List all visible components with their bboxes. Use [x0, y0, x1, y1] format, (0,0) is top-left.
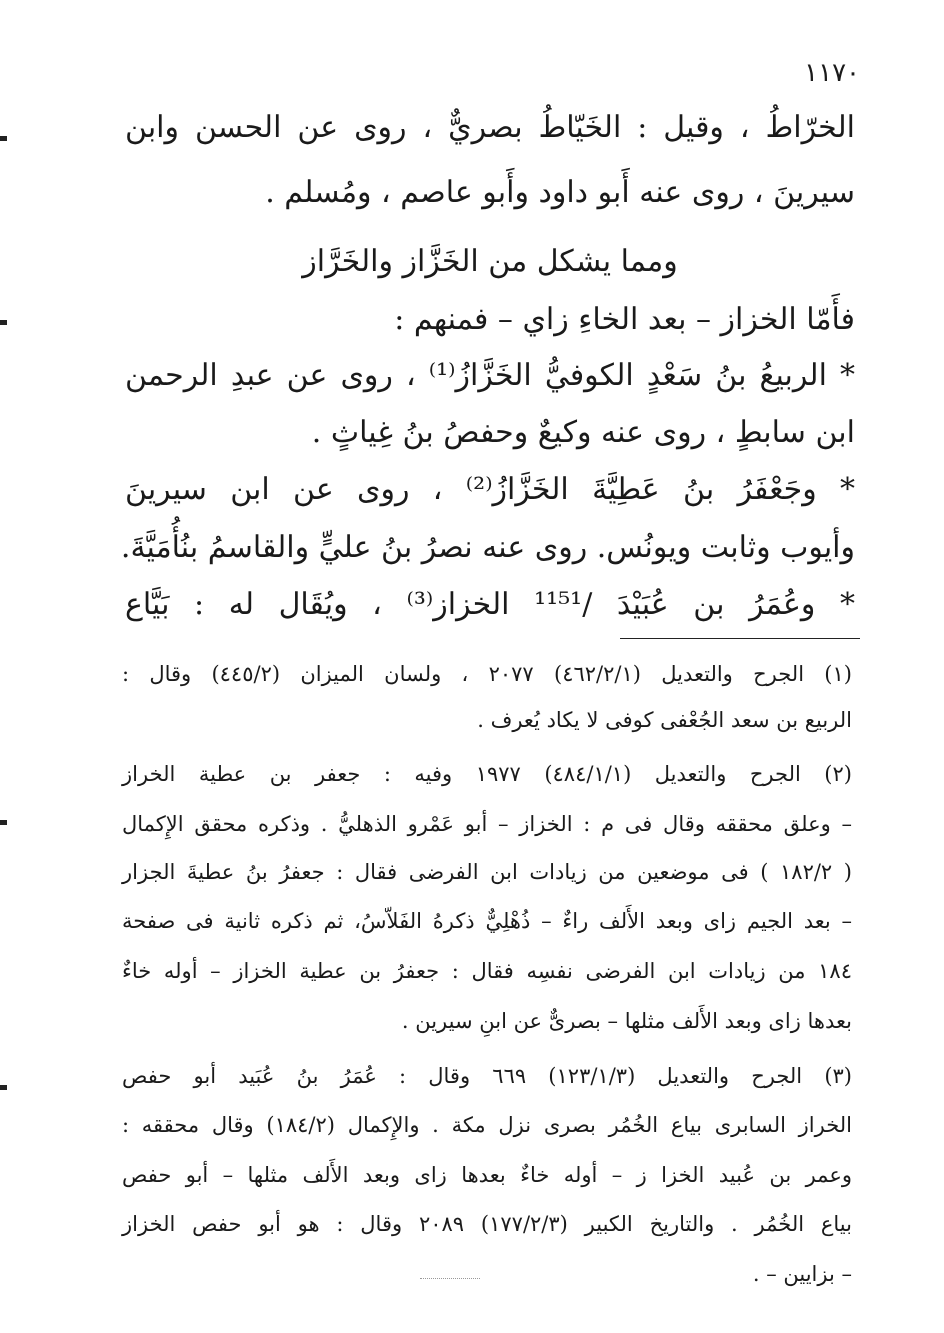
section-heading: ومما يشكل من الخَزَّاز والخَرَّاز: [302, 244, 678, 279]
body-line: ابن سابطٍ ، روى عنه وكيعٌ وحفصُ بنُ غِياثٍ .: [311, 415, 855, 450]
margin-mark: [0, 136, 7, 141]
footnote-line: (١) الجرح والتعديل (٤٦٢/٢/١) ٢٠٧٧ ، ولسان الميزان (٤٤٥/٢) وقال :: [122, 662, 852, 686]
body-line: * وعُمَرُ بن عُبَيْدَ /¹¹⁵¹ الخزاز⁽³⁾ ، ويُقَال له : بَيَّاع: [125, 587, 855, 622]
body-line: الخرّاطُ ، وقيل : الخَيّاطُ بصريٌّ ، روى عن الحسن وابن: [125, 110, 855, 145]
page-number: ١١٧٠: [804, 58, 860, 88]
footnote-line: (٣) الجرح والتعديل (١٢٣/١/٣) ٦٦٩ وقال : عُمَرُ بنُ عُبَيد أبو حفص: [122, 1064, 852, 1088]
body-line: * الربيعُ بنُ سَعْدٍ الكوفيُّ الخَزَّازُ⁽¹⁾ ، روى عن عبدِ الرحمن: [125, 358, 855, 393]
body-line: وأيوب وثابت ويونُس. روى عنه نصرُ بنُ عليٍّ والقاسمُ بنُأُمَيَّةَ.: [120, 530, 855, 565]
body-line: * وجَعْفَرُ بنُ عَطِيَّةَ الخَزَّازُ⁽²⁾ ، روى عن ابن سيرينَ: [125, 472, 856, 507]
footnote-line: ١٨٤ من زيادات ابن الفرضى نفسِه فقال : جعفرُ بن عطية الخزاز – أوله خاءٌ: [122, 959, 852, 983]
footnote-line: الربيع بن سعد الجُعْفى كوفى لا يكاد يُعرف .: [477, 708, 852, 732]
footnote-line: – بعد الجيم زاى وبعد الأَلف راءٌ – ذُهْلِيٌّ ذكرهُ الفَلاّسُ، ثم ذكره ثانية فى صفحة: [122, 909, 852, 933]
body-line: سيرينَ ، روى عنه أَبو داود وأَبو عاصم ، ومُسلم .: [265, 175, 855, 210]
footnote-line: – بزايين – .: [752, 1262, 852, 1286]
scan-artifact: [420, 1278, 480, 1279]
body-line: فأَمّا الخزاز – بعد الخاءِ زاي – فمنهم :: [394, 302, 855, 337]
margin-mark: [0, 820, 7, 825]
footnote-line: بياع الخُمُر . والتاريخ الكبير (١٧٧/٢/٣) ٢٠٨٩ وقال : هو أبو حفص الخزاز: [122, 1212, 852, 1236]
footnote-line: ( ١٨٢/٢ ) فى موضعين من زيادات ابن الفرضى فقال : جعفرُ بنُ عطيةَ الجزار: [122, 860, 852, 884]
footnote-rule: [620, 638, 860, 639]
footnote-line: (٢) الجرح والتعديل (٤٨٤/١/١) ١٩٧٧ وفيه : جعفر بن عطية الخراز: [122, 762, 852, 786]
footnote-line: وعمر بن عُبيد الخزا ز – أوله خاءٌ بعدها زاى وبعد الأَلف مثلها – أبو حفص: [122, 1163, 852, 1187]
margin-mark: [0, 1085, 7, 1090]
margin-mark: [0, 320, 7, 325]
footnote-line: الخراز السابرى بياع الخُمُر بصرى نزل مكة . والإِكمال (١٨٤/٢) وقال محققه :: [122, 1113, 852, 1137]
footnote-line: بعدها زاى وبعد الأَلف مثلها – بصرىٌّ عن ابنِ سيرين .: [401, 1009, 852, 1033]
footnote-line: – وعلق محققه وقال فى م : الخزاز – أبو عَمْرو الذهليُّ . وذكره محقق الإِكمال: [122, 812, 852, 836]
